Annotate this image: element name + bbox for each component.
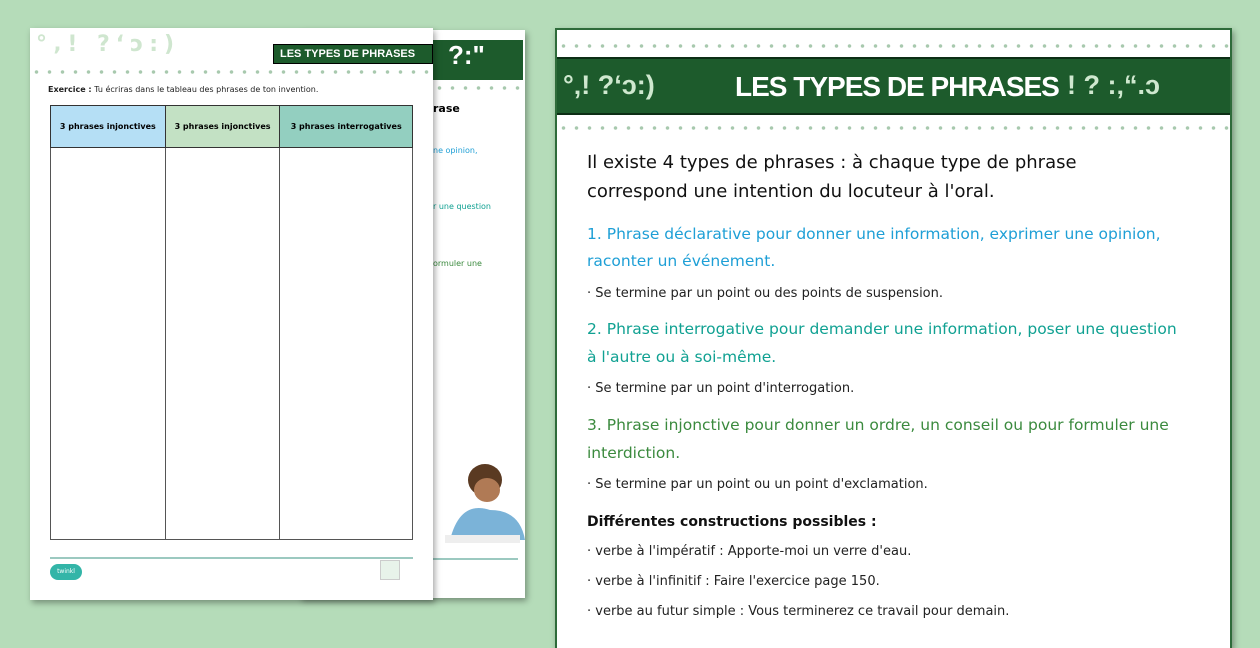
answer-cell[interactable] xyxy=(51,148,166,540)
title-banner-decoration: ?:" xyxy=(433,40,523,80)
instruction: Exercice : Tu écriras dans le tableau des phrases de ton invention. xyxy=(48,85,319,94)
badge-icon xyxy=(380,560,400,580)
title-banner xyxy=(557,57,1230,115)
punctuation-decoration: °‚! ?‘ᴐ:) xyxy=(36,32,181,57)
type-injunctive: interdiction. xyxy=(587,444,681,462)
answer-cell[interactable] xyxy=(165,148,280,540)
column-header: 3 phrases interrogatives xyxy=(280,106,413,148)
child-writing-illustration xyxy=(440,440,525,550)
worksheet-page-preview xyxy=(30,28,433,600)
intro-text: Il existe 4 types de phrases : à chaque type de phrase xyxy=(587,152,1077,173)
text-fragment: rase xyxy=(433,102,460,115)
type-interrogative: à l'autre ou à soi-même. xyxy=(587,348,777,366)
construction-item: · verbe à l'infinitif : Faire l'exercice page 150. xyxy=(587,574,880,589)
type-injunctive: 3. Phrase injonctive pour donner un ordre, un conseil ou pour formuler une xyxy=(587,416,1169,434)
lesson-title: LES TYPES DE PHRASES xyxy=(735,71,1059,102)
construction-item: · verbe à l'impératif : Apporte-moi un verre d'eau. xyxy=(587,544,912,559)
intro-text: correspond une intention du locuteur à l'oral. xyxy=(587,181,995,202)
column-header: 3 phrases injonctives xyxy=(165,106,280,148)
type-declarative: raconter un événement. xyxy=(587,252,776,270)
construction-item: · verbe au futur simple : Vous terminerez ce travail pour demain. xyxy=(587,604,1010,619)
text-fragment: ormuler une xyxy=(433,259,482,268)
punctuation-decoration: °‚! ?‘ᴐ:) xyxy=(563,70,655,100)
punctuation-decoration: ! ? :‚“.ᴐ xyxy=(1067,70,1160,100)
answer-cell[interactable] xyxy=(280,148,413,540)
lesson-page-preview xyxy=(555,28,1232,648)
type-note: · Se termine par un point d'interrogation. xyxy=(587,381,855,396)
worksheet-title: LES TYPES DE PHRASES xyxy=(273,44,433,64)
type-interrogative: 2. Phrase interrogative pour demander une information, poser une question xyxy=(587,320,1177,338)
twinkl-logo: twinkl xyxy=(50,564,82,580)
type-declarative: 1. Phrase déclarative pour donner une information, exprimer une opinion, xyxy=(587,225,1161,243)
exercise-table xyxy=(50,105,413,540)
type-note: · Se termine par un point ou un point d'exclamation. xyxy=(587,477,928,492)
constructions-heading: Différentes constructions possibles : xyxy=(587,514,877,530)
type-note: · Se termine par un point ou des points de suspension. xyxy=(587,286,944,301)
text-fragment: r une question xyxy=(433,202,491,211)
text-fragment: ne opinion, xyxy=(433,146,478,155)
column-header: 3 phrases injonctives xyxy=(51,106,166,148)
